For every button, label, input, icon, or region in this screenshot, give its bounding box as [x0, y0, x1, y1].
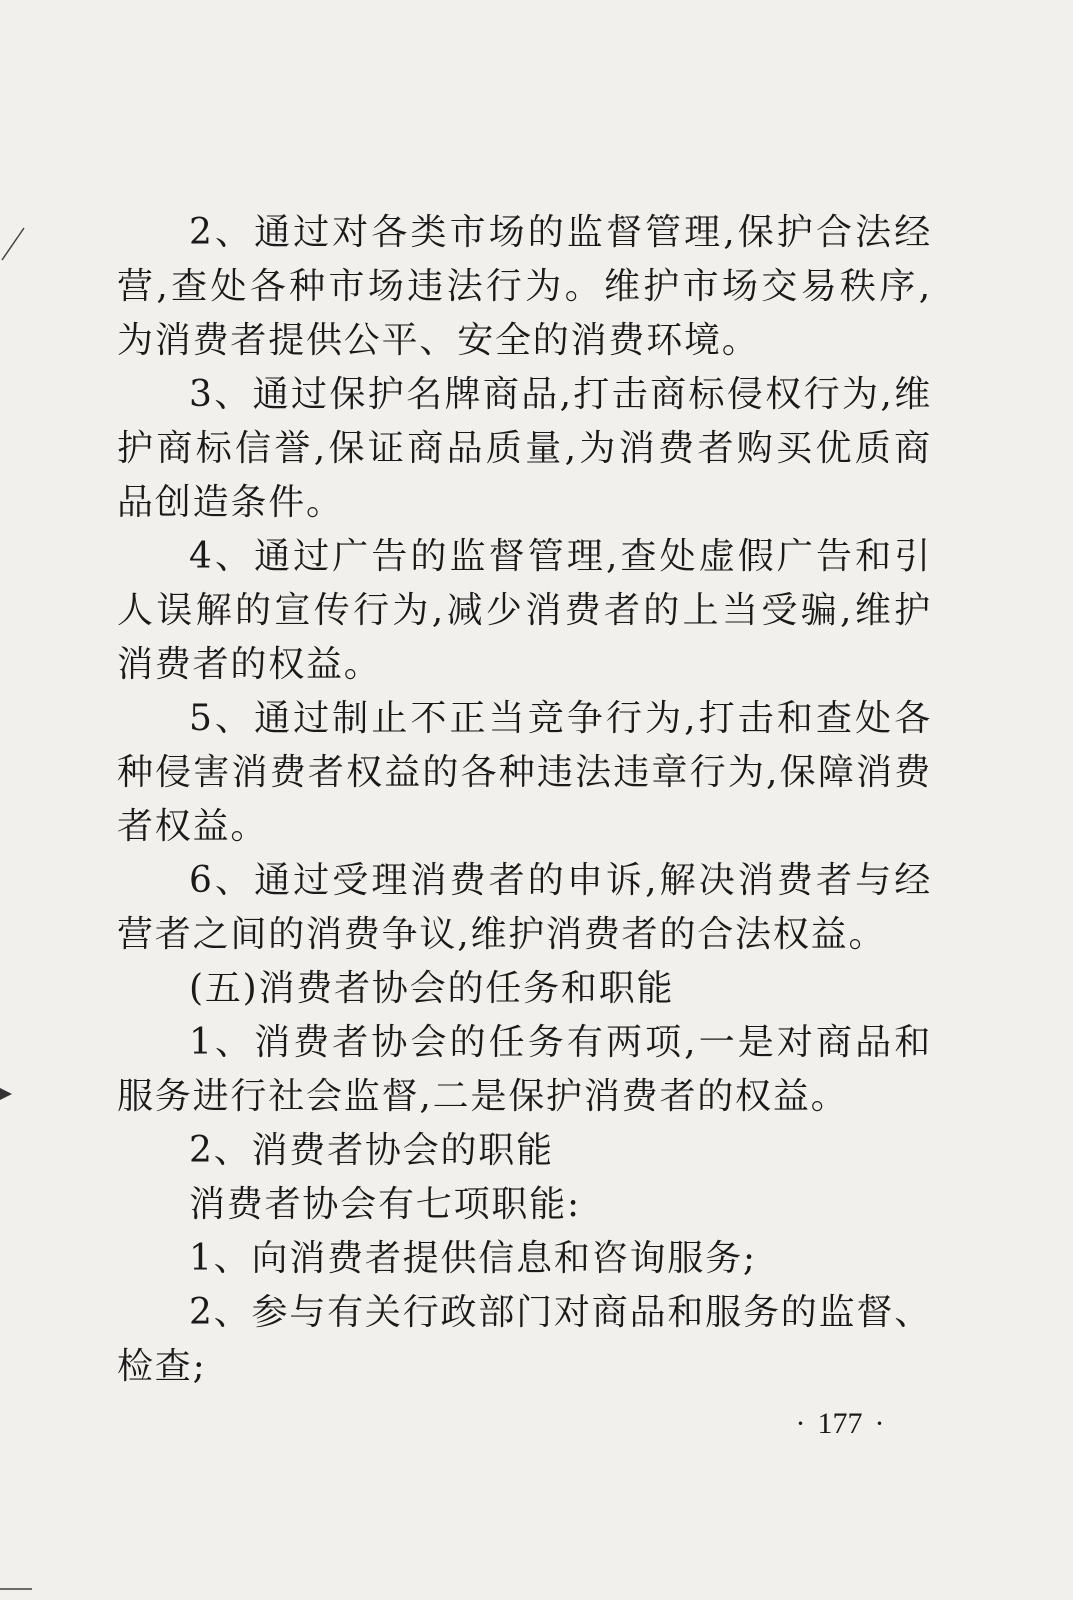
paragraph: (五)消费者协会的任务和职能 — [189, 968, 675, 1009]
paragraph: 3、通过保护名牌商品,打击商标侵权行为,维护商标信誉,保证商品质量,为消费者购买优质商品创造条件。 — [117, 374, 932, 523]
page-number-value: 177 — [817, 1407, 863, 1440]
paragraph: 2、通过对各类市场的监督管理,保护合法经营,查处各种市场违法行为。维护市场交易秩序,为消费者提供公平、安全的消费环境。 — [117, 212, 932, 361]
margin-arrow-mark — [0, 1086, 14, 1102]
paragraph: 5、通过制止不正当竞争行为,打击和查处各种侵害消费者权益的各种违法违章行为,保障消费者权益。 — [117, 698, 932, 847]
paragraph: 2、参与有关行政部门对商品和服务的监督、检查; — [117, 1292, 932, 1387]
paragraph: 6、通过受理消费者的申诉,解决消费者与经营者之间的消费争议,维护消费者的合法权益。 — [117, 860, 932, 955]
paragraph: 4、通过广告的监督管理,查处虚假广告和引人误解的宣传行为,减少消费者的上当受骗,维护消费者的权益。 — [117, 536, 932, 685]
scan-edge-line — [0, 1588, 32, 1590]
paragraph: 消费者协会有七项职能: — [189, 1184, 581, 1225]
body-text — [117, 206, 932, 1394]
paragraph: 2、消费者协会的职能 — [189, 1130, 554, 1171]
margin-pen-stroke — [0, 222, 28, 262]
paragraph: 1、向消费者提供信息和咨询服务; — [189, 1238, 757, 1279]
paragraph: 1、消费者协会的任务有两项,一是对商品和服务进行社会监督,二是保护消费者的权益。 — [117, 1022, 932, 1117]
page-number: · 177 · — [795, 1407, 885, 1440]
